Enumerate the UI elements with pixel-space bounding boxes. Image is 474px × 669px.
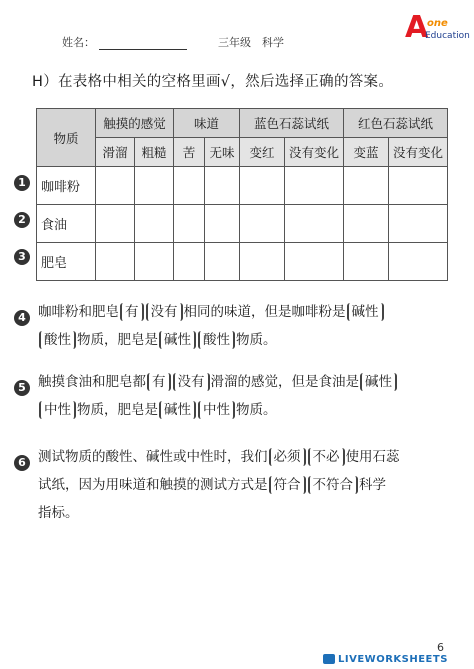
group-header-taste: 味道 (174, 109, 240, 138)
option-choice[interactable]: 必须 (269, 448, 306, 466)
option-choice[interactable]: 有 (120, 303, 144, 321)
question-text: 相同的味道，但是咖啡粉是 (183, 304, 346, 320)
grade-subject: 三年级 科学 (218, 36, 284, 49)
page-number: 6 (437, 641, 444, 654)
option-choice[interactable]: 碱性 (159, 331, 196, 349)
answer-cell[interactable] (96, 243, 135, 281)
question-number-badge: 6 (14, 455, 30, 471)
answer-cell[interactable] (174, 167, 205, 205)
answer-cell[interactable] (344, 243, 389, 281)
question-4-line-1 (38, 298, 385, 326)
answer-cell[interactable] (135, 243, 174, 281)
group-header-touch: 触摸的感觉 (96, 109, 174, 138)
answer-cell[interactable] (96, 205, 135, 243)
group-header-red-litmus: 红色石蕊试纸 (344, 109, 448, 138)
answer-cell[interactable] (389, 205, 448, 243)
subheader-rough: 粗糙 (135, 138, 174, 167)
row-label-coffee: 咖啡粉 (37, 167, 96, 205)
answer-cell[interactable] (240, 243, 285, 281)
row-number-badge: 1 (14, 175, 30, 191)
observation-table (36, 108, 448, 281)
option-choice[interactable]: 符合 (269, 476, 306, 494)
row-number-badge: 3 (14, 249, 30, 265)
option-choice[interactable]: 碱性 (347, 303, 384, 321)
table-corner-header: 物质 (37, 109, 96, 167)
question-number-badge: 4 (14, 310, 30, 326)
question-6-line-1 (38, 443, 400, 471)
question-text: 物质，肥皂是 (77, 332, 158, 348)
option-choice[interactable]: 不符合 (308, 476, 359, 494)
brand-logo (405, 10, 470, 46)
question-text: 测试物质的酸性、碱性或中性时，我们 (38, 449, 268, 465)
answer-cell[interactable] (285, 243, 344, 281)
answer-cell[interactable] (135, 205, 174, 243)
question-text: 物质。 (236, 332, 277, 348)
answer-cell[interactable] (285, 205, 344, 243)
subheader-bitter: 苦 (174, 138, 205, 167)
subheader-turns-blue: 变蓝 (344, 138, 389, 167)
logo-letter: A (405, 10, 429, 45)
subheader-turns-red: 变红 (240, 138, 285, 167)
row-label-oil: 食油 (37, 205, 96, 243)
option-choice[interactable]: 没有 (173, 373, 210, 391)
question-6-line-3: 指标。 (38, 505, 79, 521)
question-5-line-2 (38, 396, 277, 424)
answer-cell[interactable] (96, 167, 135, 205)
logo-one: one (427, 18, 448, 29)
subheader-slippery: 滑溜 (96, 138, 135, 167)
option-choice[interactable]: 有 (147, 373, 171, 391)
answer-cell[interactable] (205, 205, 240, 243)
logo-education: Education (425, 31, 470, 41)
answer-cell[interactable] (174, 243, 205, 281)
question-4-line-2 (38, 326, 277, 354)
name-blank-line (99, 37, 187, 50)
option-choice[interactable]: 中性 (198, 401, 235, 419)
row-number-badge: 2 (14, 212, 30, 228)
question-text: 咖啡粉和肥皂 (38, 304, 119, 320)
row-label-soap: 肥皂 (37, 243, 96, 281)
option-choice[interactable]: 不必 (308, 448, 345, 466)
answer-cell[interactable] (205, 243, 240, 281)
table-row (37, 167, 448, 205)
question-text: 物质。 (236, 402, 277, 418)
answer-cell[interactable] (285, 167, 344, 205)
answer-cell[interactable] (389, 243, 448, 281)
question-text: 试纸，因为用味道和触摸的测试方式是 (38, 477, 268, 493)
answer-cell[interactable] (240, 205, 285, 243)
question-number-badge: 5 (14, 380, 30, 396)
subheader-no-change-blue: 没有变化 (285, 138, 344, 167)
question-6-line-2 (38, 471, 386, 499)
question-text: 科学 (359, 477, 386, 493)
option-choice[interactable]: 酸性 (198, 331, 235, 349)
option-choice[interactable]: 酸性 (39, 331, 76, 349)
option-choice[interactable]: 中性 (39, 401, 76, 419)
answer-cell[interactable] (240, 167, 285, 205)
option-choice[interactable]: 碱性 (159, 401, 196, 419)
answer-cell[interactable] (135, 167, 174, 205)
question-text: 滑溜的感觉，但是食油是 (210, 374, 359, 390)
group-header-blue-litmus: 蓝色石蕊试纸 (240, 109, 344, 138)
watermark-text: LIVEWORKSHEETS (338, 654, 448, 665)
answer-cell[interactable] (205, 167, 240, 205)
liveworksheets-watermark (323, 654, 448, 665)
table-row (37, 205, 448, 243)
answer-cell[interactable] (344, 205, 389, 243)
answer-cell[interactable] (389, 167, 448, 205)
subheader-tasteless: 无味 (205, 138, 240, 167)
liveworksheets-logo-icon (323, 654, 335, 664)
answer-cell[interactable] (344, 167, 389, 205)
option-choice[interactable]: 没有 (146, 303, 183, 321)
table-row (37, 243, 448, 281)
question-text: 物质，肥皂是 (77, 402, 158, 418)
subheader-no-change-red: 没有变化 (389, 138, 448, 167)
name-field (62, 34, 187, 50)
option-choice[interactable]: 碱性 (360, 373, 397, 391)
name-label: 姓名： (62, 36, 95, 49)
instruction-heading: H）在表格中相关的空格里画√，然后选择正确的答案。 (32, 74, 394, 90)
question-text: 触摸食油和肥皂都 (38, 374, 146, 390)
question-text: 使用石蕊 (345, 449, 400, 465)
answer-cell[interactable] (174, 205, 205, 243)
question-5-line-1 (38, 368, 398, 396)
